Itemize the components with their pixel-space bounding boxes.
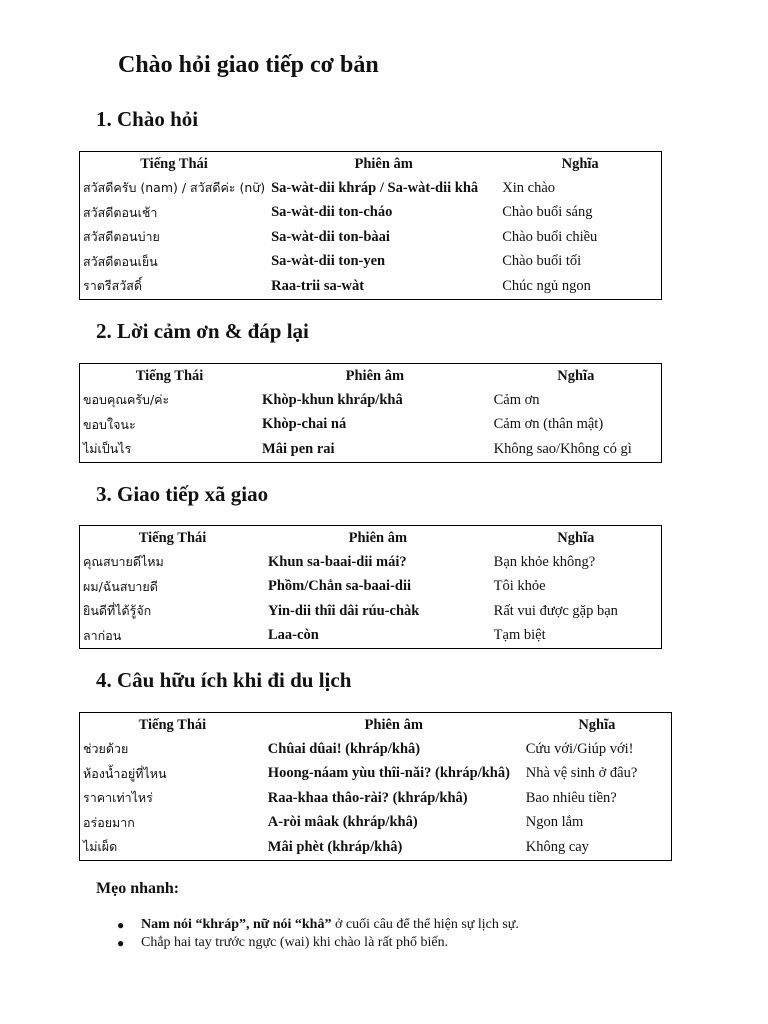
- table-row: [80, 550, 662, 575]
- thai-cell: สวัสดีตอนบ่าย: [83, 229, 160, 245]
- meaning-cell: Chào buổi tối: [502, 253, 582, 270]
- thai-cell: ขอบคุณครับ/ค่ะ: [83, 392, 170, 408]
- meaning-cell: Bao nhiêu tiền?: [525, 789, 617, 806]
- thai-cell: ห้องน้ำอยู่ที่ไหน: [83, 765, 167, 781]
- table-row: [80, 599, 662, 624]
- header-phonetic: Phiên âm: [345, 368, 405, 384]
- meaning-cell: Không cay: [525, 838, 589, 855]
- meaning-cell: Không sao/Không có gì: [493, 440, 632, 457]
- table-row: [80, 762, 672, 787]
- phonetic-cell: Mâi pen rai: [262, 440, 335, 457]
- meaning-cell: Tôi khỏe: [493, 578, 546, 595]
- table-row: [80, 624, 662, 649]
- phonetic-cell: Sa-wàt-dii ton-yen: [271, 253, 386, 270]
- phonetic-cell: Khòp-chai ná: [262, 416, 347, 433]
- meaning-cell: Cảm ơn (thân mật): [493, 416, 604, 433]
- section-title-thanks: 2. Lời cảm ơn & đáp lại: [96, 319, 309, 343]
- phonetic-cell: Hoong-náam yùu thîi-nǎi? (khráp/khâ): [267, 765, 510, 782]
- phonetic-cell: Yin-dii thîi dâi rúu-chàk: [268, 602, 420, 619]
- meaning-cell: Cảm ơn: [493, 391, 540, 408]
- thai-cell: ไม่เป็นไร: [83, 441, 132, 457]
- social-table: [79, 525, 662, 649]
- tips-title: Mẹo nhanh:: [96, 880, 180, 897]
- thai-cell: สวัสดีตอนเย็น: [83, 253, 158, 269]
- meaning-cell: Rất vui được gặp bạn: [493, 602, 618, 619]
- tip-text: Chắp hai tay trước ngực (wai) khi chào là rất phổ biến.: [141, 935, 449, 950]
- meaning-cell: Chúc ngủ ngon: [502, 277, 591, 294]
- header-thai: Tiếng Thái: [135, 368, 204, 384]
- phonetic-cell: Khun sa-baai-dii mái?: [268, 553, 407, 570]
- bullet-icon: ●: [117, 936, 125, 950]
- header-thai: Tiếng Thái: [140, 156, 208, 172]
- table-row: [80, 437, 662, 462]
- phonetic-cell: Raa-trii sa-wàt: [271, 277, 365, 294]
- travel-table: [79, 712, 672, 861]
- header-phonetic: Phiên âm: [364, 717, 423, 733]
- thai-cell: ราตรีสวัสดิ์: [83, 278, 142, 294]
- table-row: [80, 201, 662, 226]
- thai-cell: ผม/ฉันสบายดี: [83, 578, 158, 594]
- table-header-row: [80, 364, 662, 389]
- phonetic-cell: Phồm/Chẳn sa-baai-dii: [268, 578, 412, 595]
- tips-list: [117, 916, 519, 952]
- header-thai: Tiếng Thái: [138, 717, 207, 733]
- header-thai: Tiếng Thái: [138, 530, 207, 546]
- tip-bold-text: Nam nói “khráp”, nữ nói “khâ”: [141, 917, 332, 932]
- meaning-cell: Chào buổi chiều: [502, 228, 598, 245]
- meaning-cell: Xin chào: [502, 179, 556, 196]
- table-row: [80, 413, 662, 438]
- thanks-table: [79, 363, 662, 463]
- header-meaning: Nghĩa: [557, 530, 595, 546]
- phonetic-cell: Khòp-khun khráp/khâ: [262, 391, 403, 408]
- table-row: [80, 250, 662, 275]
- meaning-cell: Bạn khỏe không?: [493, 553, 596, 570]
- list-item: [117, 916, 519, 934]
- table-row: [80, 274, 662, 299]
- thai-cell: ไม่เผ็ด: [83, 839, 118, 855]
- section-title-travel: 4. Câu hữu ích khi đi du lịch: [96, 668, 352, 692]
- header-meaning: Nghĩa: [578, 717, 616, 733]
- meaning-cell: Tạm biệt: [493, 627, 546, 644]
- tip-text: ở cuối câu để thể hiện sự lịch sự.: [331, 917, 519, 932]
- header-meaning: Nghĩa: [557, 368, 595, 384]
- table-row: [80, 176, 662, 201]
- header-phonetic: Phiên âm: [354, 156, 413, 172]
- phonetic-cell: Chûai dûai! (khráp/khâ): [267, 740, 421, 757]
- meaning-cell: Chào buổi sáng: [502, 204, 593, 221]
- section-title-social: 3. Giao tiếp xã giao: [96, 482, 269, 506]
- table-header-row: [80, 152, 662, 177]
- thai-cell: ขอบใจนะ: [83, 416, 136, 432]
- thai-cell: คุณสบายดีไหม: [83, 554, 164, 570]
- phonetic-cell: Sa-wàt-dii khráp / Sa-wàt-dii khâ: [271, 179, 479, 196]
- thai-cell: อร่อยมาก: [83, 814, 135, 830]
- phonetic-cell: Sa-wàt-dii ton-cháo: [271, 204, 393, 221]
- phonetic-cell: Laa-còn: [268, 627, 319, 644]
- section-title-greetings: 1. Chào hỏi: [96, 107, 199, 131]
- greetings-table: [79, 151, 662, 300]
- thai-cell: ยินดีที่ได้รู้จัก: [83, 603, 152, 619]
- table-row: [80, 225, 662, 250]
- thai-cell: ช่วยด้วย: [83, 741, 129, 757]
- meaning-cell: Nhà vệ sinh ở đâu?: [525, 765, 638, 782]
- phonetic-cell: A-ròi mâak (khráp/khâ): [267, 814, 418, 831]
- table-header-row: [80, 713, 672, 738]
- page-title: Chào hỏi giao tiếp cơ bản: [118, 52, 379, 78]
- bullet-icon: ●: [117, 918, 125, 932]
- table-header-row: [80, 526, 662, 551]
- thai-cell: สวัสดีครับ (nam) / สวัสดีค่ะ (nữ): [83, 180, 266, 196]
- thai-cell: สวัสดีตอนเช้า: [83, 204, 158, 220]
- phonetic-cell: Sa-wàt-dii ton-bàai: [271, 228, 390, 245]
- phonetic-cell: Mâi phèt (khráp/khâ): [267, 838, 403, 855]
- table-row: [80, 811, 672, 836]
- phonetic-cell: Raa-khaa thâo-rài? (khráp/khâ): [267, 789, 468, 806]
- meaning-cell: Cứu với/Giúp với!: [525, 740, 634, 757]
- table-row: [80, 835, 672, 860]
- meaning-cell: Ngon lắm: [525, 814, 584, 831]
- header-meaning: Nghĩa: [561, 156, 599, 172]
- table-row: [80, 737, 672, 762]
- table-row: [80, 786, 672, 811]
- table-row: [80, 388, 662, 413]
- list-item: [117, 934, 519, 952]
- table-row: [80, 575, 662, 600]
- thai-cell: ลาก่อน: [83, 627, 122, 643]
- header-phonetic: Phiên âm: [348, 530, 408, 546]
- thai-cell: ราคาเท่าไหร่: [83, 790, 153, 806]
